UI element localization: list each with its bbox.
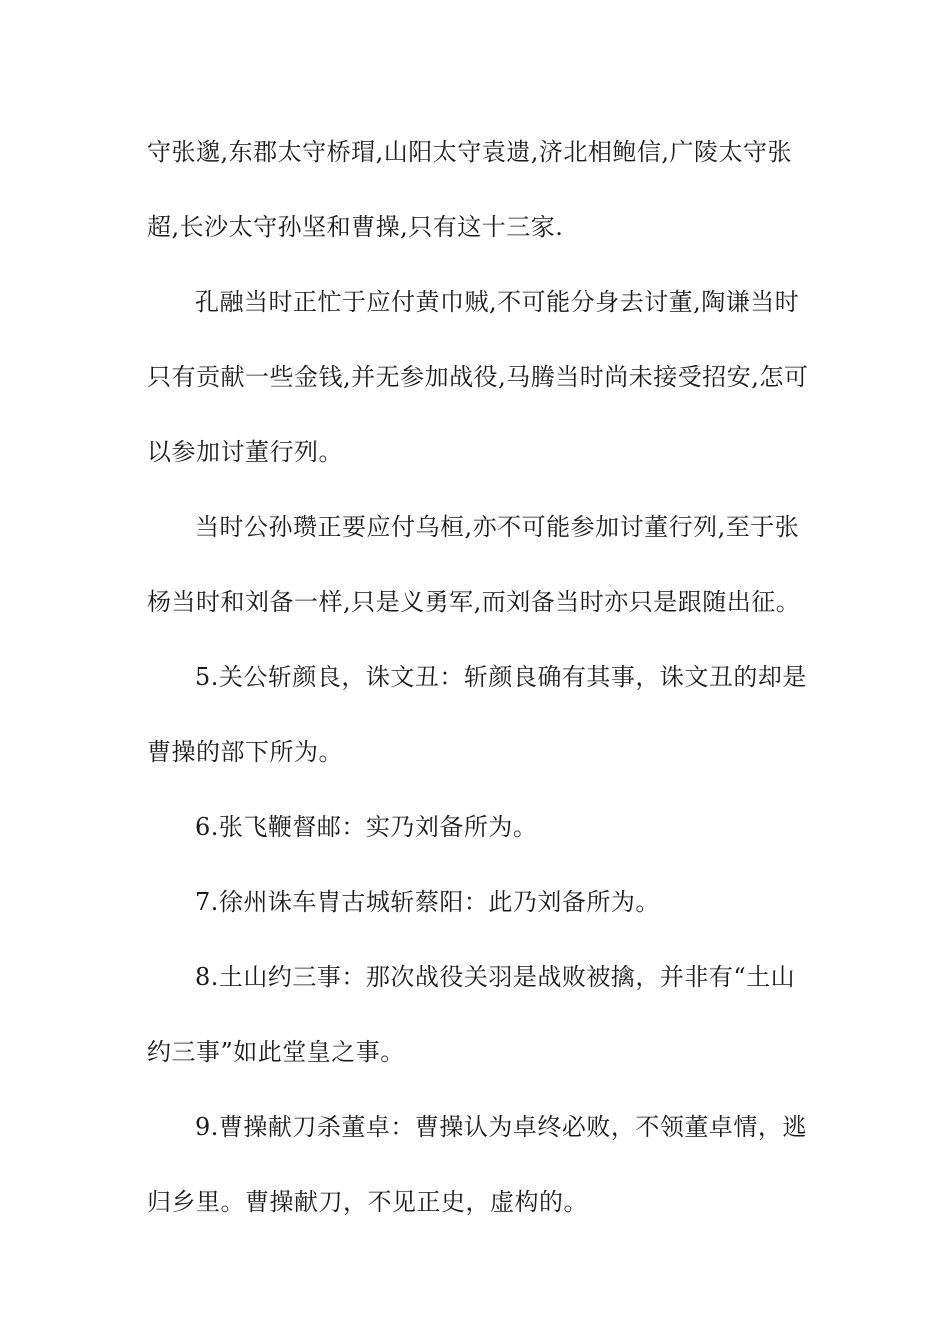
paragraph-start-line: 当时公孙瓒正要应付乌桓,亦不可能参加讨董行列,至于张 [195,513,800,541]
text-line: 曹操的部下所为。 [147,738,343,766]
text-line: 约三事”如此堂皇之事。 [147,1038,405,1066]
text-line: 以参加讨董行列。 [147,438,343,466]
list-item-7: 7.徐州诛车胄古城斩蔡阳：此乃刘备所为。 [195,888,660,916]
text-line: 超,长沙太守孙坚和曹操,只有这十三家. [147,213,564,241]
list-item-8: 8.土山约三事：那次战役关羽是战败被擒，并非有“土山 [195,963,796,991]
list-item-6: 6.张飞鞭督邮：实乃刘备所为。 [195,813,538,841]
text-line: 守张邈,东郡太守桥瑁,山阳太守袁遗,济北相鲍信,广陵太守张 [147,138,793,166]
text-line: 归乡里。曹操献刀，不见正史，虚构的。 [147,1188,588,1216]
list-item-9: 9.曹操献刀杀董卓：曹操认为卓终必败，不领董卓情，逃 [195,1113,807,1141]
text-line: 只有贡献一些金钱,并无参加战役,马腾当时尚未接受招安,怎可 [147,363,809,391]
paragraph-start-line: 孔融当时正忙于应付黄巾贼,不可能分身去讨董,陶谦当时 [195,288,800,316]
text-line: 杨当时和刘备一样,只是义勇军,而刘备当时亦只是跟随出征。 [147,588,801,616]
list-item-5: 5.关公斩颜良，诛文丑：斩颜良确有其事，诛文丑的却是 [195,663,807,691]
